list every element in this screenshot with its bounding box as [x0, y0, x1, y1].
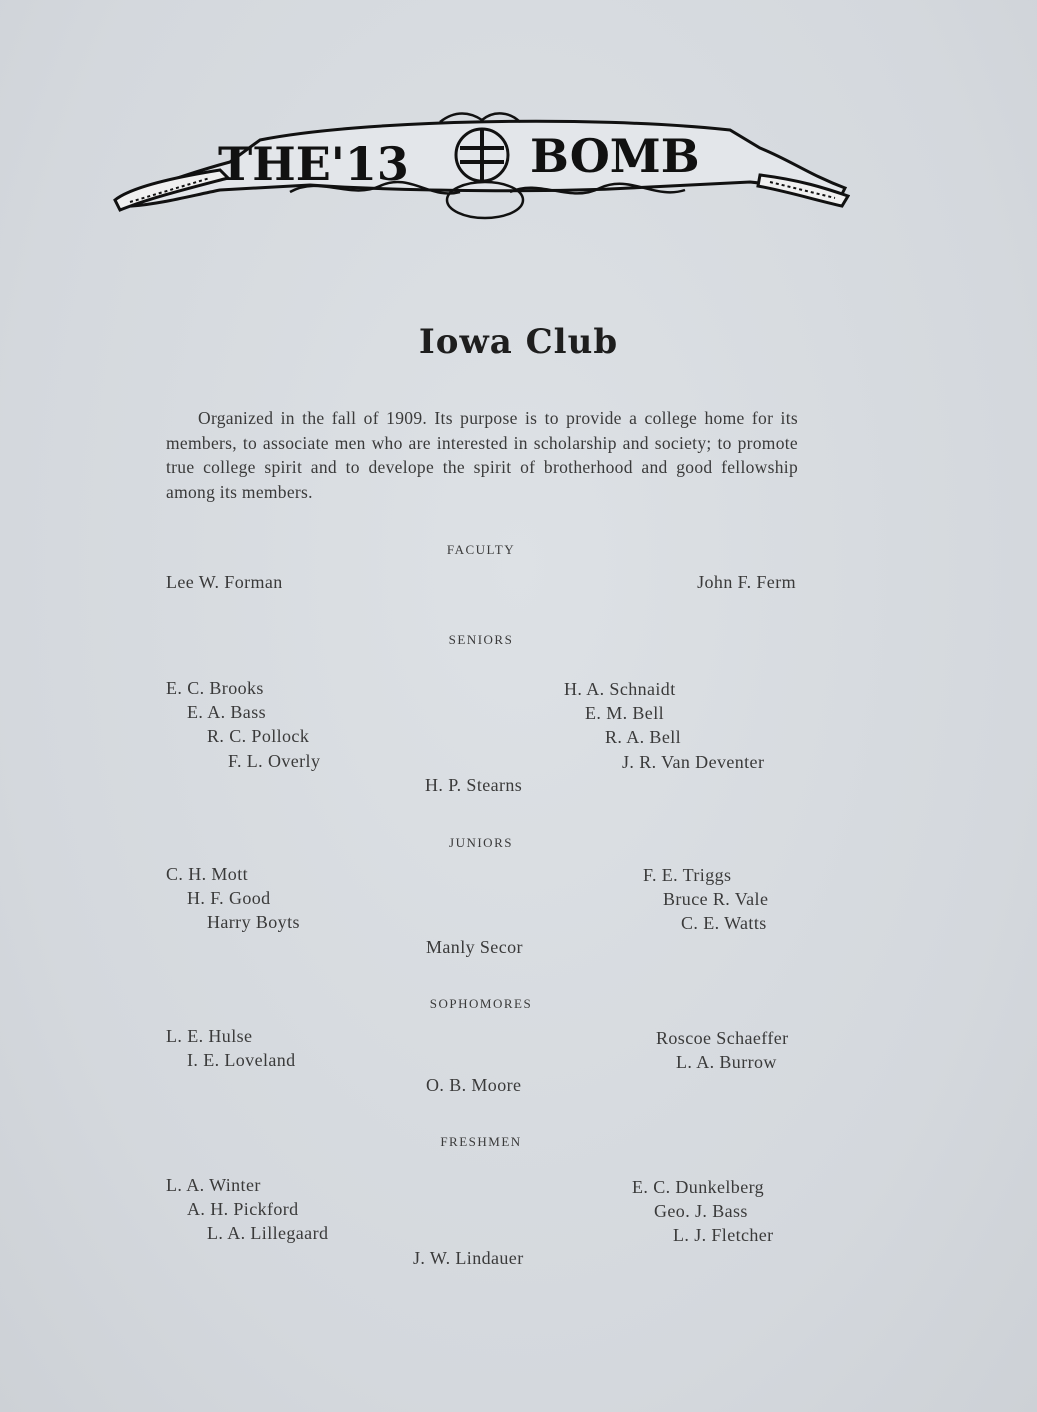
- section-heading-sophomores: SOPHOMORES: [429, 996, 533, 1011]
- junior-name: C. E. Watts: [681, 913, 767, 933]
- junior-name: Bruce R. Vale: [663, 889, 769, 909]
- senior-name: J. R. Van Deventer: [622, 752, 765, 772]
- junior-name: Manly Secor: [426, 937, 523, 957]
- senior-name: R. C. Pollock: [207, 726, 310, 746]
- senior-name: E. A. Bass: [187, 702, 267, 722]
- junior-name: C. H. Mott: [166, 864, 249, 884]
- freshman-name: L. A. Winter: [166, 1175, 261, 1195]
- senior-name: H. A. Schnaidt: [564, 679, 676, 699]
- freshman-name: E. C. Dunkelberg: [632, 1177, 765, 1197]
- bomb-banner-logo: [110, 100, 850, 230]
- faculty-name: John F. Ferm: [697, 572, 796, 592]
- freshman-name: L. J. Fletcher: [673, 1225, 774, 1245]
- section-heading-seniors: SENIORS: [448, 632, 514, 647]
- intro-paragraph: Organized in the fall of 1909. Its purpose is to provide a college home for its members, to associate men who are interested in scholarship and society; to promote true college spirit and to develope the spirit of brotherhood and good fellowship among its members.: [166, 408, 798, 502]
- sophomore-name: L. A. Burrow: [676, 1052, 777, 1072]
- section-heading-faculty: FACULTY: [446, 542, 516, 557]
- sophomore-name: I. E. Loveland: [187, 1050, 296, 1070]
- sophomore-name: Roscoe Schaeffer: [656, 1028, 789, 1048]
- freshman-name: Geo. J. Bass: [654, 1201, 748, 1221]
- freshman-name: L. A. Lillegaard: [207, 1223, 329, 1243]
- sophomore-name: L. E. Hulse: [166, 1026, 253, 1046]
- senior-name: R. A. Bell: [605, 727, 682, 747]
- junior-name: F. E. Triggs: [643, 865, 732, 885]
- senior-name: E. C. Brooks: [166, 678, 264, 698]
- faculty-name: Lee W. Forman: [166, 572, 283, 592]
- senior-name: F. L. Overly: [228, 751, 321, 771]
- freshman-name: A. H. Pickford: [187, 1199, 299, 1219]
- section-heading-freshmen: FRESHMEN: [440, 1134, 522, 1149]
- sophomore-name: O. B. Moore: [426, 1075, 522, 1095]
- freshman-name: J. W. Lindauer: [413, 1248, 524, 1268]
- section-heading-juniors: JUNIORS: [449, 835, 513, 850]
- junior-name: H. F. Good: [187, 888, 271, 908]
- senior-name: E. M. Bell: [585, 703, 664, 723]
- banner-text-left: THE'13: [218, 137, 409, 191]
- banner-text-right: BOMB: [530, 129, 700, 183]
- senior-name: H. P. Stearns: [425, 775, 523, 795]
- junior-name: Harry Boyts: [207, 912, 300, 932]
- page-title: Iowa Club: [418, 322, 619, 362]
